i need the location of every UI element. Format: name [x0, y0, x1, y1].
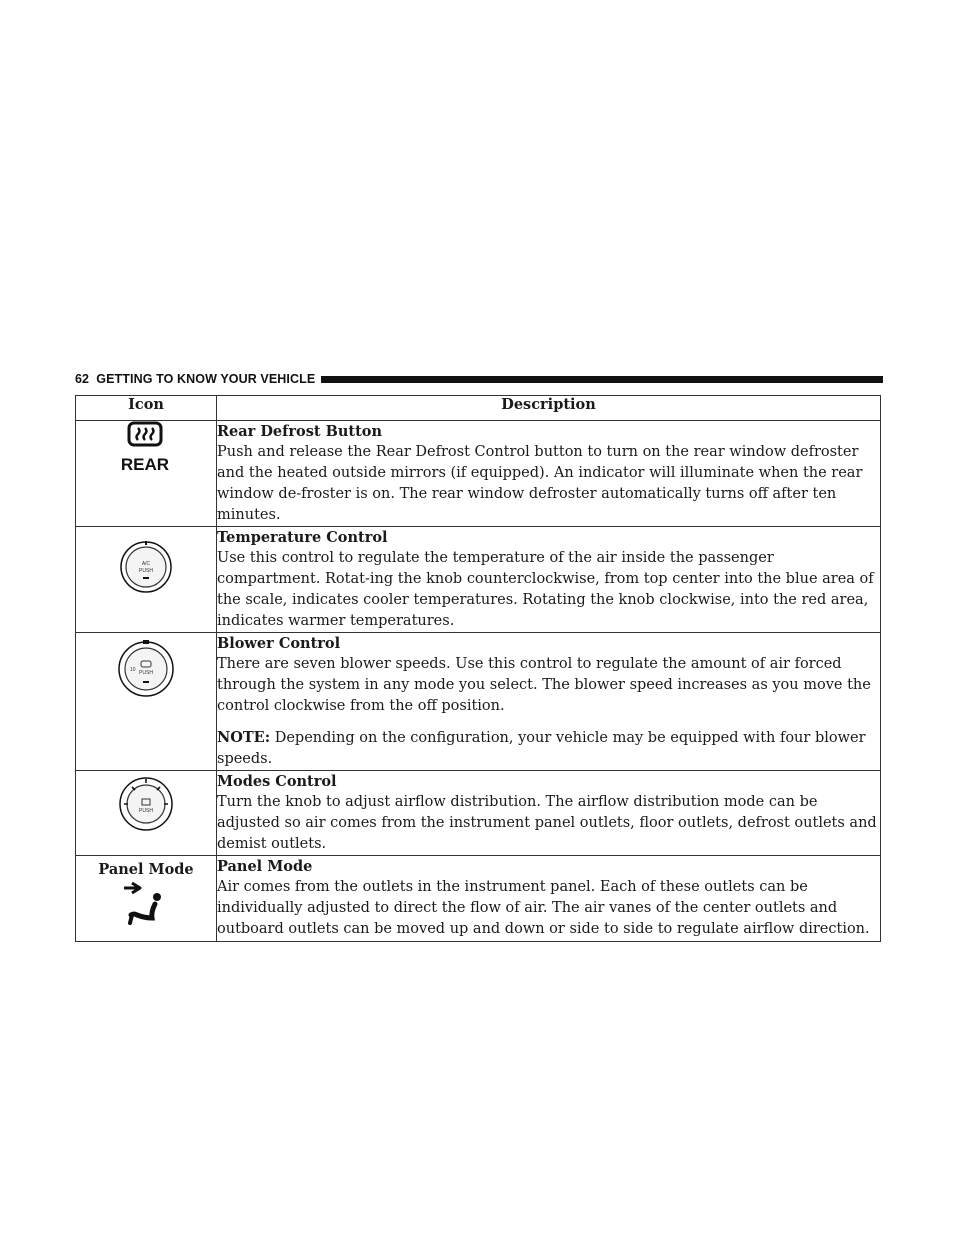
panel-mode-label: Panel Mode — [98, 861, 194, 878]
row-text: Turn the knob to adjust airflow distribution. The airflow distribution mode can be adjusted so air comes from the instrument panel outlets, floor outlets, defrost outlets and demist outlets. — [217, 794, 877, 852]
header-rule — [321, 376, 883, 383]
description-cell — [217, 771, 881, 856]
icon-cell — [76, 633, 217, 771]
modes-knob-push: PUSH — [139, 808, 153, 814]
description-cell — [217, 527, 881, 633]
note — [217, 727, 880, 770]
icon-cell — [76, 421, 217, 527]
row-title: Panel Mode — [217, 858, 313, 875]
rear-icon-text: REAR — [120, 455, 170, 474]
column-header-description: Description — [217, 396, 881, 421]
table-row — [76, 771, 881, 856]
row-text: Air comes from the outlets in the instrument panel. Each of these outlets can be individually adjusted to direct the flow of air. The air vanes of the center outlets and outboard outlets can be moved up and down or side to side to regulate airflow direction. — [217, 879, 870, 937]
row-text: There are seven blower speeds. Use this control to regulate the amount of air forced through the system in any mode you select. The blower speed increases as you move the control clockwise from the off position. — [217, 656, 871, 714]
icon-cell — [76, 856, 217, 942]
row-title: Rear Defrost Button — [217, 423, 383, 440]
row-title: Modes Control — [217, 773, 337, 790]
blower-knob-icon — [114, 637, 178, 701]
panel-mode-icon — [118, 880, 174, 930]
table-header-row — [76, 396, 881, 421]
page-number: 62 — [75, 372, 90, 386]
rear-defrost-icon — [116, 421, 176, 475]
temperature-knob-icon — [116, 537, 176, 597]
table-row — [76, 856, 881, 942]
temperature-knob-label: A/C — [141, 561, 151, 567]
description-cell — [217, 856, 881, 942]
column-header-icon: Icon — [76, 396, 217, 421]
row-title: Blower Control — [217, 635, 341, 652]
section-title: GETTING TO KNOW YOUR VEHICLE — [96, 372, 316, 386]
row-text: Push and release the Rear Defrost Control button to turn on the rear window defroster and the heated outside mirrors (if equipped). An indicator will illuminate when the rear window de-froster is on. The rear window defroster automatically turns off after ten minutes. — [217, 444, 863, 523]
table-row — [76, 527, 881, 633]
modes-knob-icon — [116, 774, 176, 834]
icon-cell — [76, 771, 217, 856]
icon-cell — [76, 527, 217, 633]
description-cell — [217, 421, 881, 527]
description-cell — [217, 633, 881, 771]
note-text: Depending on the configuration, your vehicle may be equipped with four blower speeds. — [217, 730, 866, 767]
row-text: Use this control to regulate the temperature of the air inside the passenger compartment. Rotat-ing the knob counterclockwise, from top center into the blue area of the scale, indicates cooler temperatures. Rotating the knob clockwise, into the red area, indicates warmer temperatures. — [217, 550, 874, 629]
note-label: NOTE: — [217, 729, 271, 746]
row-title: Temperature Control — [217, 529, 388, 546]
blower-knob-push: PUSH — [139, 670, 153, 676]
page-header-text — [75, 372, 315, 386]
temperature-knob-push: PUSH — [139, 568, 153, 574]
page-header — [75, 370, 883, 388]
controls-table — [75, 395, 881, 942]
table-row — [76, 633, 881, 771]
table-row — [76, 421, 881, 527]
blower-knob-mark: 10 — [130, 667, 136, 673]
